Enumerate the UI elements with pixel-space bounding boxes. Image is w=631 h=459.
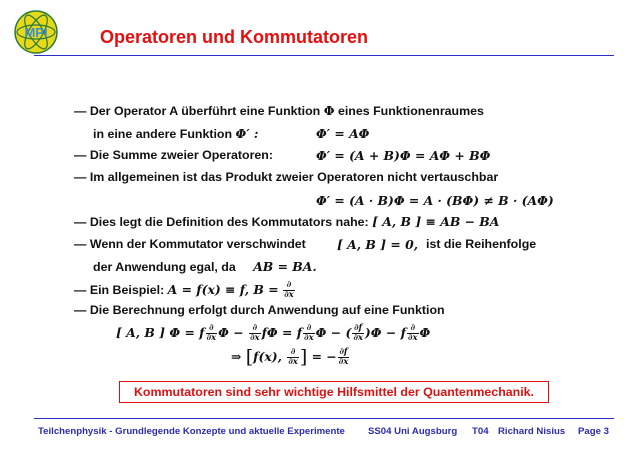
text-operator-intro: Der Operator A überführt eine Funktion — [89, 104, 321, 118]
text-calculation: Die Berechnung erfolgt durch Anwendung auf eine Funktion — [89, 303, 445, 317]
top-rule — [34, 55, 614, 56]
bottom-rule — [34, 418, 614, 419]
text-line-8 — [93, 259, 317, 275]
equation-commutator: [ A, B ] ≡ AB − BA — [372, 214, 500, 229]
text-order: ist die Reihenfolge — [426, 237, 537, 251]
text-commutator-definition: Dies legt die Definition des Kommutators nahe: — [89, 215, 369, 229]
equation-calculation: [ A, B ] Φ = f $\frac{\partial}{\partial x}$ Φ − $\frac{\partial}{\partial x}$ fΦ = f $\frac{\partial}{\partial x}$ Φ − ( $\frac{\partial f}{\partial x}$ )Φ − f $\frac{\partial}{\partial x}$ Φ — [116, 323, 431, 343]
footer-page: Page 3 — [578, 426, 609, 437]
mpi-logo — [12, 8, 60, 56]
equation-example: A = f(x) ≡ f, B = — [167, 281, 279, 297]
text-sum-operators: Die Summe zweier Operatoren: — [89, 148, 274, 162]
bullet: — — [74, 215, 87, 229]
bullet: — — [74, 282, 87, 297]
footer-section: T04 — [472, 426, 489, 437]
math-phi: Φ — [323, 103, 335, 118]
text-line-2 — [93, 126, 258, 142]
text-line-6 — [74, 214, 499, 230]
logo-text: MPI — [24, 25, 48, 40]
text-commutator-vanishes: Wenn der Kommutator verschwindet — [89, 237, 306, 251]
bullet: — — [74, 170, 87, 184]
math-phi-prime: Φ′ : — [235, 126, 259, 141]
footer-term: SS04 Uni Augsburg — [368, 426, 458, 437]
text-line-9 — [74, 281, 296, 300]
text-order-irrelevant: der Anwendung egal, da — [93, 260, 236, 274]
page-title: Operatoren und Kommutatoren — [100, 27, 369, 47]
equation-sum: Φ′ = (A + B)Φ = AΦ + BΦ — [316, 148, 491, 163]
implies-symbol: ⇒ — [231, 349, 242, 364]
bullet: — — [74, 104, 87, 118]
text-line-1 — [74, 103, 484, 119]
bullet: — — [74, 303, 87, 317]
fraction-d-dx: $\frac{\partial}{\partial x}$ — [284, 280, 294, 300]
equation-result: ⇒ [f(x), $\frac{\partial}{\partial x}$ ] = − $\frac{\partial f}{\partial x}$ — [231, 346, 349, 368]
footer-author: Richard Nisius — [498, 426, 566, 437]
equation-commutator-zero: [ A, B ] = 0, — [337, 237, 419, 252]
equation-product: Φ′ = (A · B)Φ = A · (BΦ) ≠ B · (AΦ) — [316, 193, 554, 208]
bullet: — — [74, 148, 87, 162]
equation-ab-ba: AB = BA. — [253, 259, 317, 274]
text-line-7 — [74, 237, 306, 252]
text-line-4 — [74, 170, 498, 185]
text-line-3 — [74, 148, 273, 163]
text-example: Ein Beispiel: — [89, 282, 165, 297]
text-product-noncommuting: Im allgemeinen ist das Produkt zweier Operatoren nicht vertauschbar — [89, 170, 499, 184]
bullet: — — [74, 237, 87, 251]
text-line-10 — [74, 303, 445, 318]
highlight-box: Kommutatoren sind sehr wichtige Hilfsmittel der Quantenmechanik. — [119, 381, 549, 403]
text-function-space: eines Funktionenraumes — [337, 104, 484, 118]
equation-phi-prime: Φ′ = AΦ — [316, 126, 370, 141]
footer-course: Teilchenphysik - Grundlegende Konzepte und aktuelle Experimente — [38, 426, 345, 437]
text-other-function: in eine andere Funktion — [93, 127, 233, 141]
